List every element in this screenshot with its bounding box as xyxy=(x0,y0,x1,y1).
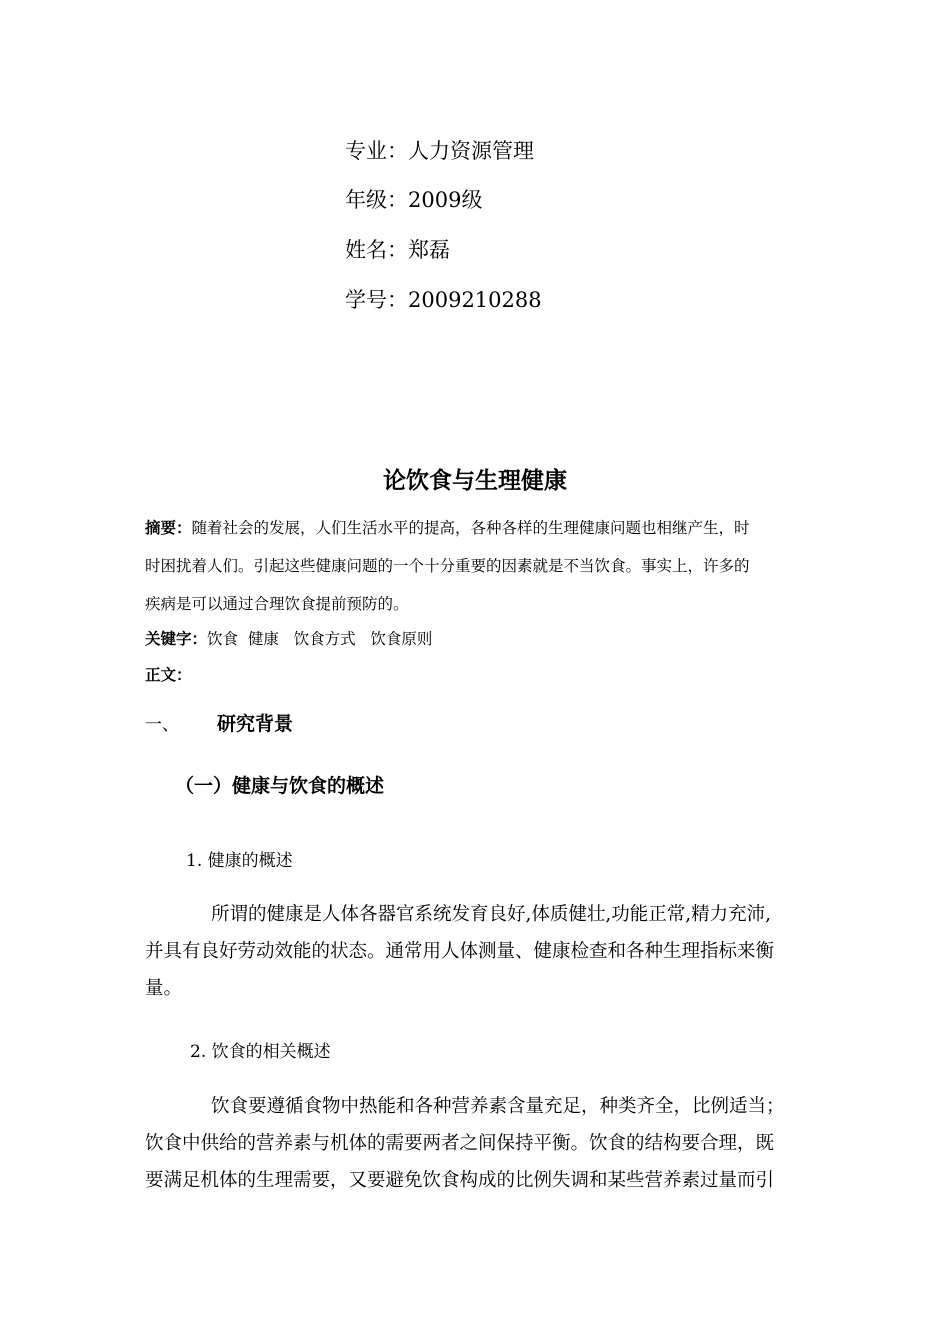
section1-title: 研究背景 xyxy=(217,713,294,735)
keywords-line xyxy=(145,628,432,650)
abstract-line-3: 疾病是可以通过合理饮食提前预防的。 xyxy=(145,595,409,613)
student-id-field: 学号：2009210288 xyxy=(345,288,542,312)
paper-title: 论饮食与生理健康 xyxy=(383,468,567,494)
grade-field: 年级：2009级 xyxy=(345,188,483,212)
item2-line-3: 要满足机体的生理需要，又要避免饮食构成的比例失调和某些营养素过量而引 xyxy=(145,1170,775,1191)
item2-line-1: 饮食要遵循食物中热能和各种营养素含量充足，种类齐全，比例适当； xyxy=(211,1096,785,1117)
major-field: 专业：人力资源管理 xyxy=(345,139,534,163)
keywords-label: 关键字： xyxy=(145,630,208,648)
name-field: 姓名：郑磊 xyxy=(345,238,450,262)
body-label: 正文： xyxy=(145,666,192,684)
subsection1-title: （一）健康与饮食的概述 xyxy=(175,775,385,797)
item2-heading: 2. 饮食的相关概述 xyxy=(190,1042,331,1062)
item2-line-2: 饮食中供给的营养素与机体的需要两者之间保持平衡。饮食的结构要合理，既 xyxy=(145,1133,775,1154)
keywords-text: 饮食 健康 饮食方式 饮食原则 xyxy=(207,630,433,648)
item1-line-1: 所谓的健康是人体各器官系统发育良好,体质健壮,功能正常,精力充沛, xyxy=(211,904,772,925)
item1-line-3: 量。 xyxy=(145,978,183,999)
abstract-label: 摘要： xyxy=(145,519,192,537)
section1-number: 一、 xyxy=(145,715,179,735)
item1-heading: 1. 健康的概述 xyxy=(186,851,293,871)
abstract-line-2: 时困扰着人们。引起这些健康问题的一个十分重要的因素就是不当饮食。事实上，许多的 xyxy=(145,557,750,575)
abstract-text-1: 随着社会的发展，人们生活水平的提高，各种各样的生理健康问题也相继产生，时 xyxy=(191,519,750,537)
abstract-line-1 xyxy=(145,517,750,539)
item1-line-2: 并具有良好劳动效能的状态。通常用人体测量、健康检查和各种生理指标来衡 xyxy=(145,941,775,962)
